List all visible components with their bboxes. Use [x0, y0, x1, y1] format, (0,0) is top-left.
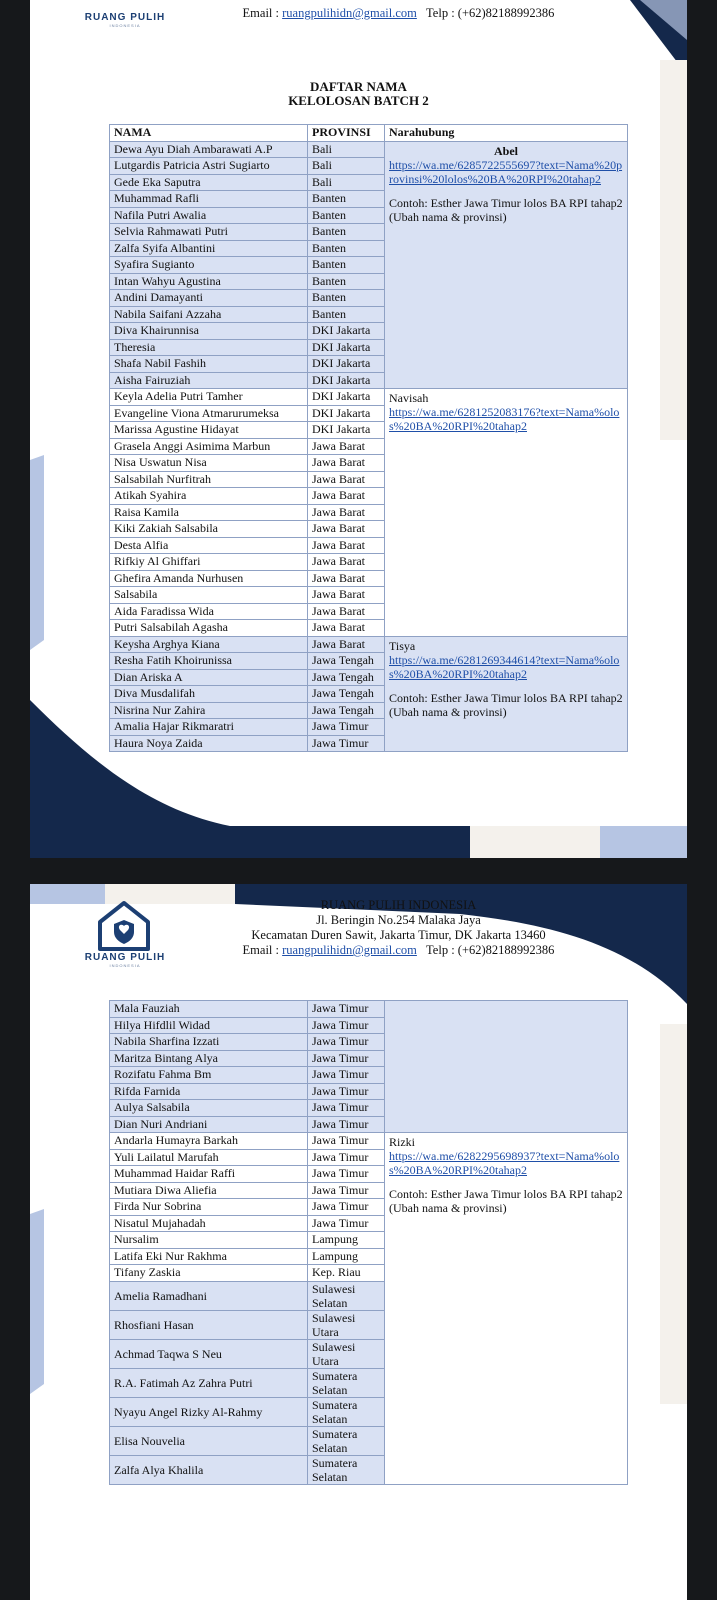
name-table-continued	[109, 1000, 628, 1485]
name-cell: Latifa Eki Nur Rakhma	[110, 1248, 308, 1265]
name-cell: Andini Damayanti	[110, 290, 308, 307]
table-row	[110, 389, 628, 406]
title-line-1: DAFTAR NAMA	[310, 79, 407, 94]
province-cell: Jawa Timur	[308, 1182, 385, 1199]
name-cell: Zalfa Syifa Albantini	[110, 240, 308, 257]
name-cell: Rozifatu Fahma Bm	[110, 1067, 308, 1084]
email-label: Email :	[242, 6, 279, 20]
email-link[interactable]: ruangpulihidn@gmail.com	[282, 943, 417, 957]
province-cell: DKI Jakarta	[308, 356, 385, 373]
contact-note: Contoh: Esther Jawa Timur lolos BA RPI tahap2 (Ubah nama & provinsi)	[389, 1187, 623, 1215]
name-cell: Aisha Fairuziah	[110, 372, 308, 389]
province-cell: DKI Jakarta	[308, 339, 385, 356]
document-page-1	[30, 0, 687, 858]
contact-cell	[385, 389, 628, 637]
name-cell: Ghefira Amanda Nurhusen	[110, 570, 308, 587]
province-cell: Banten	[308, 273, 385, 290]
table-row	[110, 1001, 628, 1018]
letterhead	[110, 898, 687, 958]
province-cell: Kep. Riau	[308, 1265, 385, 1282]
name-cell: Keyla Adelia Putri Tamher	[110, 389, 308, 406]
name-cell: Putri Salsabilah Agasha	[110, 620, 308, 637]
province-cell: Jawa Timur	[308, 1001, 385, 1018]
header-provinsi: PROVINSI	[308, 125, 385, 142]
province-cell: Sumatera Selatan	[308, 1426, 385, 1455]
page-title	[30, 80, 687, 108]
name-cell: Syafira Sugianto	[110, 257, 308, 274]
province-cell: Jawa Barat	[308, 504, 385, 521]
province-cell: Jawa Barat	[308, 537, 385, 554]
province-cell: Jawa Timur	[308, 1149, 385, 1166]
name-cell: Nafila Putri Awalia	[110, 207, 308, 224]
contact-cell	[385, 1133, 628, 1485]
contact-name: Rizki	[389, 1135, 415, 1149]
email-label: Email :	[242, 943, 279, 957]
province-cell: Jawa Timur	[308, 1083, 385, 1100]
province-cell: DKI Jakarta	[308, 405, 385, 422]
contact-cell	[385, 1001, 628, 1133]
name-cell: Amelia Ramadhani	[110, 1281, 308, 1310]
contact-name: Navisah	[389, 391, 429, 405]
contact-line	[110, 943, 687, 958]
province-cell: Lampung	[308, 1248, 385, 1265]
name-cell: Desta Alfia	[110, 537, 308, 554]
province-cell: Banten	[308, 290, 385, 307]
table-row	[110, 141, 628, 158]
contact-note: Contoh: Esther Jawa Timur lolos BA RPI tahap2 (Ubah nama & provinsi)	[389, 690, 623, 719]
province-cell: Jawa Timur	[308, 1116, 385, 1133]
province-cell: Banten	[308, 224, 385, 241]
province-cell: DKI Jakarta	[308, 323, 385, 340]
name-cell: Dewa Ayu Diah Ambarawati A.P	[110, 141, 308, 158]
name-cell: Salsabila	[110, 587, 308, 604]
name-cell: Diva Khairunnisa	[110, 323, 308, 340]
province-cell: Jawa Barat	[308, 620, 385, 637]
province-cell: Jawa Timur	[308, 1034, 385, 1051]
whatsapp-link[interactable]: https://wa.me/6281252083176?text=Nama%olos%20BA%20RPI%20tahap2	[389, 405, 620, 433]
header-narahubung: Narahubung	[385, 125, 628, 142]
name-cell: Achmad Taqwa S Neu	[110, 1339, 308, 1368]
address-line-1: Jl. Beringin No.254 Malaka Jaya	[316, 913, 481, 927]
name-cell: Nabila Saifani Azzaha	[110, 306, 308, 323]
name-cell: Atikah Syahira	[110, 488, 308, 505]
province-cell: Jawa Timur	[308, 1215, 385, 1232]
name-cell: Kiki Zakiah Salsabila	[110, 521, 308, 538]
contact-cell	[385, 141, 628, 389]
province-cell: Jawa Timur	[308, 1017, 385, 1034]
name-cell: Hilya Hifdlil Widad	[110, 1017, 308, 1034]
province-cell: Sumatera Selatan	[308, 1397, 385, 1426]
name-cell: Marissa Agustine Hidayat	[110, 422, 308, 439]
province-cell: Jawa Barat	[308, 554, 385, 571]
name-cell: Muhammad Rafli	[110, 191, 308, 208]
name-cell: Keysha Arghya Kiana	[110, 636, 308, 653]
name-cell: Muhammad Haidar Raffi	[110, 1166, 308, 1183]
province-cell: DKI Jakarta	[308, 372, 385, 389]
province-cell: DKI Jakarta	[308, 422, 385, 439]
name-cell: Tifany Zaskia	[110, 1265, 308, 1282]
name-cell: Rifkiy Al Ghiffari	[110, 554, 308, 571]
name-table	[109, 124, 628, 752]
province-cell: Banten	[308, 240, 385, 257]
name-cell: Zalfa Alya Khalila	[110, 1455, 308, 1484]
province-cell: Jawa Timur	[308, 1199, 385, 1216]
province-cell: Jawa Barat	[308, 603, 385, 620]
province-cell: DKI Jakarta	[308, 389, 385, 406]
name-cell: Dian Ariska A	[110, 669, 308, 686]
phone-text: Telp : (+62)82188992386	[426, 943, 555, 957]
province-cell: Jawa Barat	[308, 570, 385, 587]
header-nama: NAMA	[110, 125, 308, 142]
name-cell: Nursalim	[110, 1232, 308, 1249]
name-cell: Aida Faradissa Wida	[110, 603, 308, 620]
province-cell: Jawa Barat	[308, 521, 385, 538]
name-cell: Nabila Sharfina Izzati	[110, 1034, 308, 1051]
province-cell: Jawa Timur	[308, 1100, 385, 1117]
email-link[interactable]: ruangpulihidn@gmail.com	[282, 6, 417, 20]
province-cell: Jawa Timur	[308, 1067, 385, 1084]
name-cell: Salsabilah Nurfitrah	[110, 471, 308, 488]
name-cell: R.A. Fatimah Az Zahra Putri	[110, 1368, 308, 1397]
province-cell: Jawa Timur	[308, 735, 385, 752]
table-row	[110, 1133, 628, 1150]
province-cell: Jawa Timur	[308, 1133, 385, 1150]
logo-text: RUANG PULIH	[84, 952, 166, 963]
province-cell: Bali	[308, 158, 385, 175]
name-cell: Evangeline Viona Atmarurumeksa	[110, 405, 308, 422]
name-cell: Lutgardis Patricia Astri Sugiarto	[110, 158, 308, 175]
name-cell: Maritza Bintang Alya	[110, 1050, 308, 1067]
province-cell: Jawa Timur	[308, 1050, 385, 1067]
contact-note: Contoh: Esther Jawa Timur lolos BA RPI tahap2 (Ubah nama & provinsi)	[389, 195, 623, 224]
province-cell: Jawa Timur	[308, 719, 385, 736]
name-cell: Rifda Farnida	[110, 1083, 308, 1100]
name-cell: Gede Eka Saputra	[110, 174, 308, 191]
name-cell: Selvia Rahmawati Putri	[110, 224, 308, 241]
table-row	[110, 636, 628, 653]
logo-subtext: INDONESIA	[109, 963, 141, 968]
organization-name: RUANG PULIH INDONESIA	[320, 898, 477, 912]
name-cell: Nisrina Nur Zahira	[110, 702, 308, 719]
name-cell: Mala Fauziah	[110, 1001, 308, 1018]
name-cell: Haura Noya Zaida	[110, 735, 308, 752]
phone-text: Telp : (+62)82188992386	[426, 6, 555, 20]
name-cell: Andarla Humayra Barkah	[110, 1133, 308, 1150]
name-cell: Shafa Nabil Fashih	[110, 356, 308, 373]
name-cell: Firda Nur Sobrina	[110, 1199, 308, 1216]
logo-text: RUANG PULIH	[84, 12, 166, 23]
contact-line	[110, 6, 687, 21]
province-cell: Jawa Barat	[308, 636, 385, 653]
address-line-2: Kecamatan Duren Sawit, Jakarta Timur, DK Jakarta 13460	[251, 928, 546, 942]
province-cell: Jawa Tengah	[308, 686, 385, 703]
name-cell: Dian Nuri Andriani	[110, 1116, 308, 1133]
province-cell: Jawa Timur	[308, 1166, 385, 1183]
name-cell: Mutiara Diwa Aliefia	[110, 1182, 308, 1199]
province-cell: Bali	[308, 174, 385, 191]
contact-cell	[385, 636, 628, 752]
name-cell: Diva Musdalifah	[110, 686, 308, 703]
whatsapp-link[interactable]: https://wa.me/6281269344614?text=Nama%olos%20BA%20RPI%20tahap2	[389, 652, 620, 681]
province-cell: Sulawesi Utara	[308, 1339, 385, 1368]
province-cell: Banten	[308, 207, 385, 224]
province-cell: Jawa Barat	[308, 488, 385, 505]
whatsapp-link[interactable]: https://wa.me/6285722555697?text=Nama%20provinsi%20lolos%20BA%20RPI%20tahap2	[389, 157, 623, 186]
name-cell: Raisa Kamila	[110, 504, 308, 521]
province-cell: Jawa Barat	[308, 455, 385, 472]
name-cell: Aulya Salsabila	[110, 1100, 308, 1117]
name-cell: Nisatul Mujahadah	[110, 1215, 308, 1232]
contact-name: Abel	[494, 143, 518, 158]
logo-subtext: INDONESIA	[109, 23, 141, 28]
name-cell: Yuli Lailatul Marufah	[110, 1149, 308, 1166]
name-cell: Resha Fatih Khoirunissa	[110, 653, 308, 670]
name-cell: Rhosfiani Hasan	[110, 1310, 308, 1339]
province-cell: Sulawesi Utara	[308, 1310, 385, 1339]
province-cell: Jawa Tengah	[308, 669, 385, 686]
province-cell: Bali	[308, 141, 385, 158]
document-page-2	[30, 884, 687, 1600]
province-cell: Jawa Tengah	[308, 653, 385, 670]
name-cell: Nisa Uswatun Nisa	[110, 455, 308, 472]
province-cell: Jawa Barat	[308, 471, 385, 488]
province-cell: Sumatera Selatan	[308, 1368, 385, 1397]
name-cell: Amalia Hajar Rikmaratri	[110, 719, 308, 736]
name-cell: Elisa Nouvelia	[110, 1426, 308, 1455]
name-cell: Theresia	[110, 339, 308, 356]
province-cell: Lampung	[308, 1232, 385, 1249]
name-cell: Nyayu Angel Rizky Al-Rahmy	[110, 1397, 308, 1426]
province-cell: Jawa Barat	[308, 438, 385, 455]
whatsapp-link[interactable]: https://wa.me/6282295698937?text=Nama%olos%20BA%20RPI%20tahap2	[389, 1149, 620, 1177]
province-cell: Banten	[308, 306, 385, 323]
name-cell: Intan Wahyu Agustina	[110, 273, 308, 290]
table-header-row	[110, 125, 628, 142]
province-cell: Banten	[308, 191, 385, 208]
province-cell: Jawa Barat	[308, 587, 385, 604]
title-line-2: KELOLOSAN BATCH 2	[288, 93, 429, 108]
province-cell: Sulawesi Selatan	[308, 1281, 385, 1310]
province-cell: Banten	[308, 257, 385, 274]
province-cell: Jawa Tengah	[308, 702, 385, 719]
province-cell: Sumatera Selatan	[308, 1455, 385, 1484]
contact-name: Tisya	[389, 638, 416, 653]
name-cell: Grasela Anggi Asimima Marbun	[110, 438, 308, 455]
